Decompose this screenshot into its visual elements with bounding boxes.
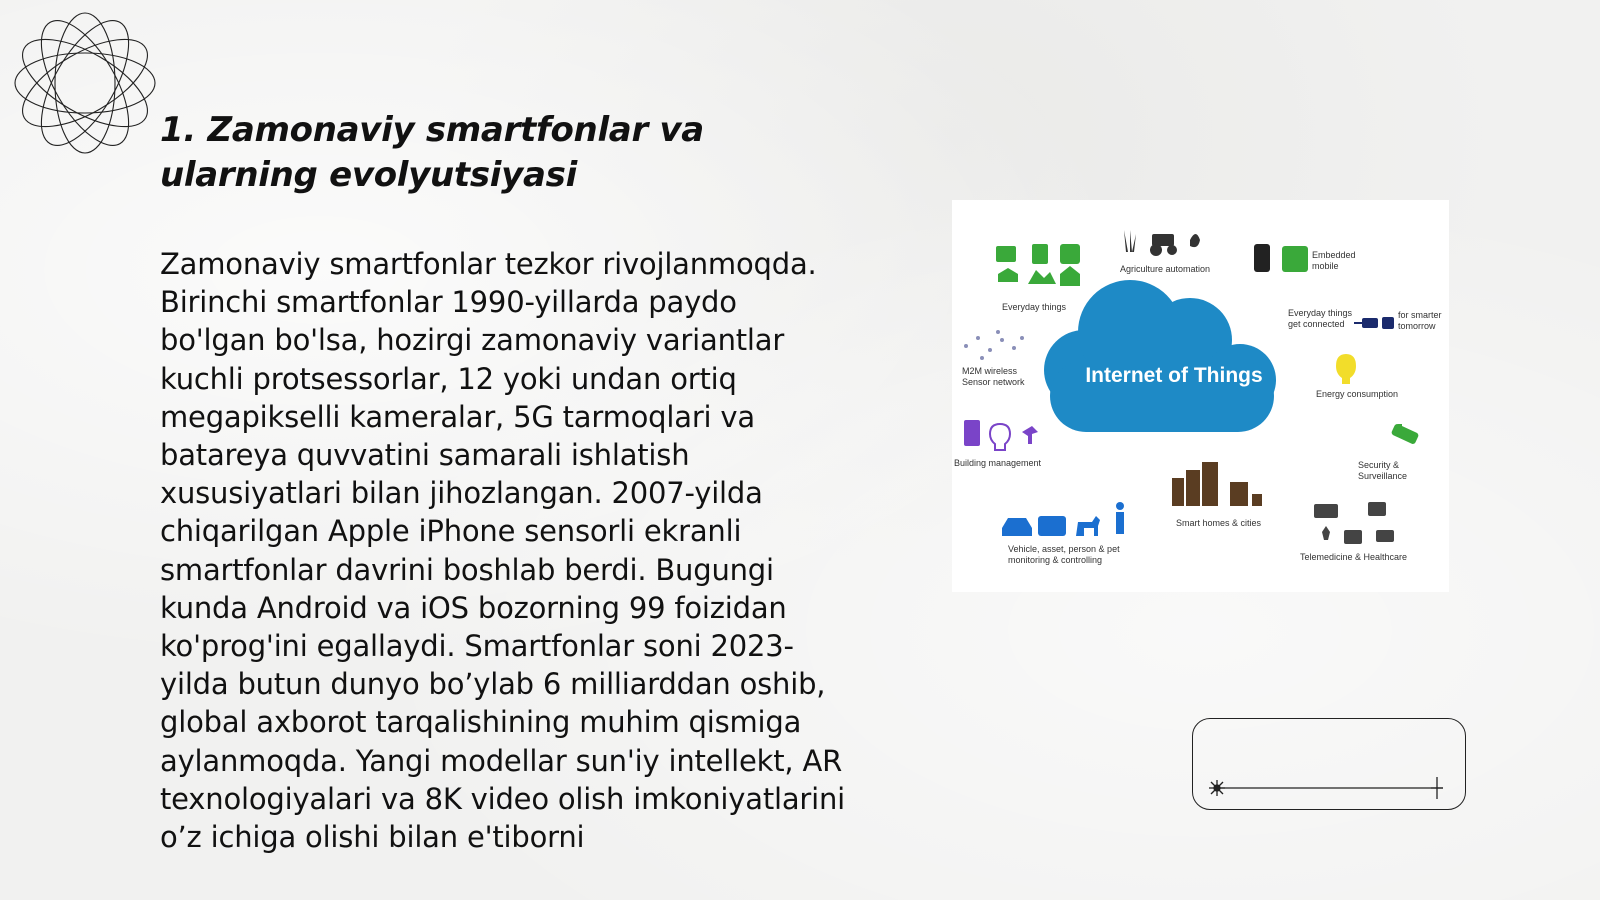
- sparkle-icon: [1209, 780, 1225, 796]
- everyday-things-icons: [996, 244, 1080, 286]
- energy-bulb-icon: [1336, 354, 1356, 384]
- label-telemedicine: Telemedicine & Healthcare: [1300, 552, 1408, 562]
- embedded-mobile-icons: [1254, 244, 1308, 272]
- slide-body-text: Zamonaviy smartfonlar tezkor rivojlanmoqda. Birinchi smartfonlar 1990-yillarda paydo bo'lgan bo'lsa, hozirgi zamonaviy variantlar kuchli protsessorlar, 12 yoki undan ortiq megapikselli kameralar, 5G tarmoqlari va batareya quvvatini samarali ishlatish xususiyatlari bilan jihozlangan. 2007-yilda chiqarilgan Apple iPhone sensorli ekranli smartfonlar davrini boshlab berdi. Bugungi kunda Android va iOS bozorning 99 foizidan ko'prog'ini egallaydi. Smartfonlar soni 2023-yilda butun dunyo bo’ylab 6 milliarddan oshib, global axborot tarqalishining muhim qismiga aylanmoqda. Yangi modellar sun'iy intellekt, AR texnologiyalari va 8K video olish imkoniyatlarini o’z ichiga olishi bilan e'tiborni: [160, 247, 846, 855]
- label-m2m: M2M wireless Sensor network: [962, 366, 1025, 387]
- label-embedded-mobile: Embedded mobile: [1312, 250, 1356, 271]
- label-vehicle: Vehicle, asset, person & pet monitoring & controlling: [1008, 544, 1120, 565]
- crosshair-icon: [1431, 777, 1443, 799]
- m2m-network-icon: [964, 330, 1024, 360]
- label-building: Building management: [954, 458, 1042, 468]
- plug-icon: [1354, 317, 1394, 329]
- security-camera-icon: [1391, 423, 1420, 445]
- label-energy: Energy consumption: [1316, 389, 1399, 399]
- label-everyday-things: Everyday things: [1002, 302, 1067, 312]
- vehicle-monitoring-icons: [1002, 502, 1124, 536]
- slide-title: 1. Zamonaviy smartfonlar va ularning evolyutsiyasi: [160, 110, 704, 195]
- decorative-slider-card: [1192, 718, 1466, 810]
- telemedicine-icons: [1314, 502, 1394, 544]
- label-smart-homes: Smart homes & cities: [1176, 518, 1262, 528]
- building-management-icons: [964, 420, 1038, 450]
- cloud-shape: [1044, 280, 1276, 432]
- iot-cloud-label: Internet of Things: [1085, 364, 1263, 387]
- decorative-slider-line: [1193, 719, 1467, 811]
- agriculture-icons: [1124, 230, 1200, 256]
- label-agriculture: Agriculture automation: [1120, 264, 1211, 274]
- iot-diagram-image: [952, 200, 1449, 592]
- wireframe-sphere-icon: [10, 8, 160, 158]
- label-connected-right: for smarter tomorrow: [1398, 310, 1442, 331]
- label-connected-left: Everyday things get connected: [1288, 308, 1353, 329]
- label-security: Security & Surveillance: [1358, 460, 1408, 481]
- smart-city-icons: [1172, 462, 1262, 506]
